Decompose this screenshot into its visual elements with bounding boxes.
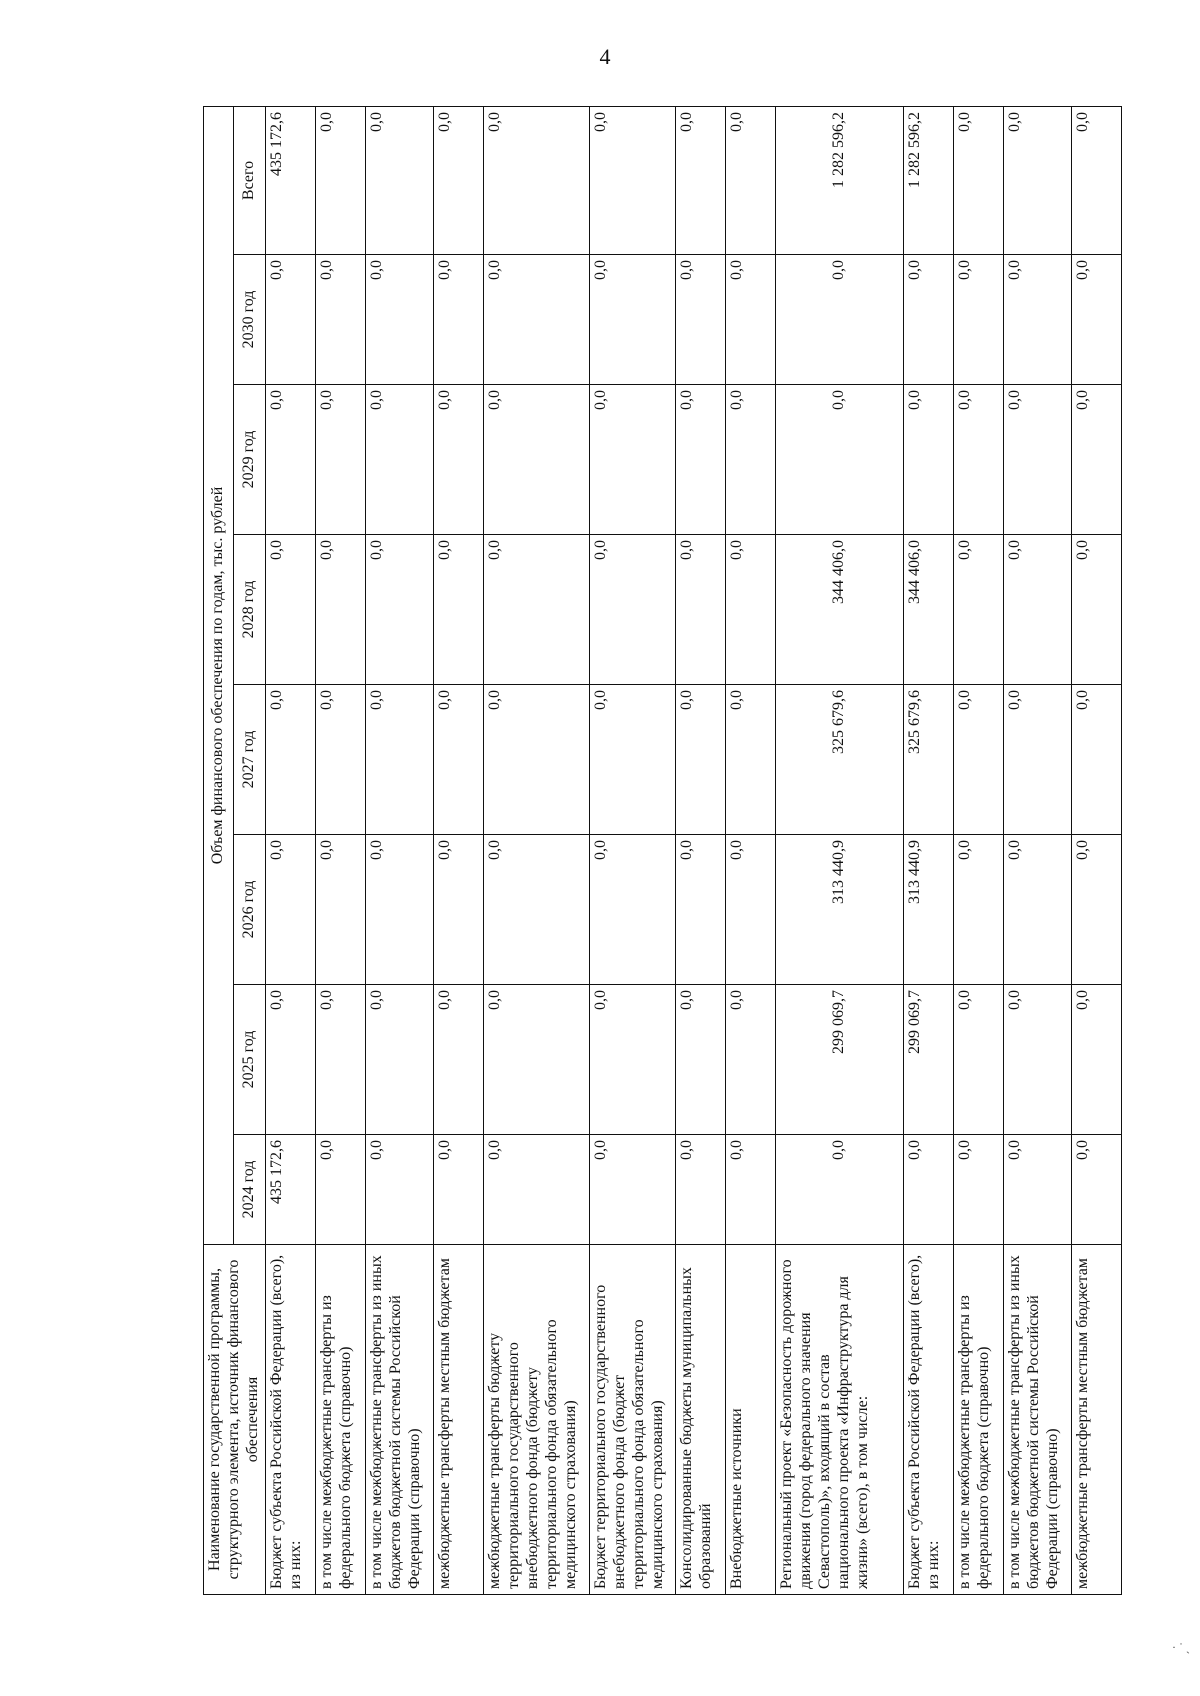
row-name-cell: Бюджет субъекта Российской Федерации (всего), из них: [904, 1245, 954, 1595]
value-cell: 0,0 [954, 385, 1004, 535]
name-column-header: Наименование государственной программы, структурного элемента, источник финансового обеспечения [204, 1245, 266, 1595]
value-cell: 299 069,7 [904, 985, 954, 1135]
value-cell: 0,0 [726, 985, 776, 1135]
row-name-cell: в том числе межбюджетные трансферты из иных бюджетов бюджетной системы Российской Федерации (справочно) [1004, 1245, 1072, 1595]
value-cell: 0,0 [676, 985, 726, 1135]
value-cell: 1 282 596,2 [776, 106, 904, 254]
value-cell: 0,0 [434, 835, 484, 985]
value-cell: 0,0 [266, 685, 316, 835]
value-cell: 0,0 [590, 106, 676, 254]
value-cell: 0,0 [1004, 985, 1072, 1135]
value-cell: 0,0 [904, 385, 954, 535]
row-name-cell: Бюджет территориального государственного внебюджетного фонда (бюджет территориального фонда обязательного медицинского страхования) [590, 1245, 676, 1595]
value-cell: 0,0 [676, 535, 726, 685]
value-cell: 313 440,9 [776, 835, 904, 985]
value-cell: 0,0 [484, 1135, 590, 1245]
row-name-cell: межбюджетные трансферты местным бюджетам [434, 1245, 484, 1595]
row-name-cell: Внебюджетные источники [726, 1245, 776, 1595]
value-cell: 0,0 [484, 835, 590, 985]
value-cell: 0,0 [266, 385, 316, 535]
scan-artifact-icon: · ˙ ˎ [1172, 1640, 1190, 1654]
row-name-cell: Консолидированные бюджеты муниципальных образований [676, 1245, 726, 1595]
value-cell: 0,0 [1072, 985, 1122, 1135]
value-cell: 0,0 [590, 835, 676, 985]
value-cell: 0,0 [1072, 106, 1122, 254]
value-cell: 0,0 [954, 255, 1004, 385]
value-cell: 0,0 [590, 1135, 676, 1245]
value-cell: 0,0 [366, 535, 434, 685]
value-cell: 325 679,6 [904, 685, 954, 835]
value-cell: 0,0 [726, 835, 776, 985]
table-row [676, 106, 726, 1594]
value-cell: 0,0 [776, 385, 904, 535]
value-cell: 0,0 [1004, 385, 1072, 535]
table-header [204, 106, 266, 1594]
value-cell: 0,0 [676, 255, 726, 385]
value-cell: 0,0 [590, 985, 676, 1135]
value-cell: 0,0 [434, 255, 484, 385]
value-cell: 0,0 [484, 535, 590, 685]
year-column-header: Всего [234, 106, 266, 254]
value-cell: 0,0 [676, 685, 726, 835]
value-cell: 0,0 [366, 985, 434, 1135]
value-cell: 0,0 [366, 255, 434, 385]
value-cell: 0,0 [366, 106, 434, 254]
value-cell: 0,0 [1072, 685, 1122, 835]
value-cell: 435 172,6 [266, 106, 316, 254]
value-cell: 435 172,6 [266, 1135, 316, 1245]
value-cell: 0,0 [954, 535, 1004, 685]
value-cell: 0,0 [316, 685, 366, 835]
table-row [434, 106, 484, 1594]
value-cell: 0,0 [316, 106, 366, 254]
financing-group-header: Объем финансового обеспечения по годам, тыс. рублей [204, 106, 234, 1244]
value-cell: 0,0 [1004, 685, 1072, 835]
value-cell: 0,0 [266, 535, 316, 685]
value-cell: 0,0 [434, 535, 484, 685]
value-cell: 344 406,0 [904, 535, 954, 685]
value-cell: 0,0 [776, 1135, 904, 1245]
value-cell: 0,0 [726, 1135, 776, 1245]
value-cell: 0,0 [726, 535, 776, 685]
value-cell: 325 679,6 [776, 685, 904, 835]
value-cell: 0,0 [1004, 255, 1072, 385]
table-row [484, 106, 590, 1594]
year-column-header: 2028 год [234, 535, 266, 685]
value-cell: 0,0 [266, 985, 316, 1135]
value-cell: 0,0 [726, 106, 776, 254]
value-cell: 0,0 [484, 255, 590, 385]
value-cell: 313 440,9 [904, 835, 954, 985]
value-cell: 0,0 [904, 255, 954, 385]
value-cell: 0,0 [366, 835, 434, 985]
value-cell: 0,0 [266, 835, 316, 985]
value-cell: 0,0 [776, 255, 904, 385]
table-row [776, 106, 904, 1594]
table-row [1072, 106, 1122, 1594]
value-cell: 0,0 [366, 685, 434, 835]
value-cell: 0,0 [590, 385, 676, 535]
table-row [316, 106, 366, 1594]
value-cell: 344 406,0 [776, 535, 904, 685]
value-cell: 0,0 [676, 106, 726, 254]
row-name-cell: межбюджетные трансферты местным бюджетам [1072, 1245, 1122, 1595]
value-cell: 0,0 [434, 106, 484, 254]
value-cell: 0,0 [316, 385, 366, 535]
value-cell: 0,0 [366, 385, 434, 535]
value-cell: 0,0 [904, 1135, 954, 1245]
value-cell: 0,0 [434, 685, 484, 835]
value-cell: 0,0 [484, 106, 590, 254]
row-name-cell: межбюджетные трансферты бюджету территориального государственного внебюджетного фонда (бюджету территориального фонда обязательного медицинского страхования) [484, 1245, 590, 1595]
row-name-cell: в том числе межбюджетные трансферты из иных бюджетов бюджетной системы Российской Федерации (справочно) [366, 1245, 434, 1595]
value-cell: 0,0 [484, 685, 590, 835]
value-cell: 299 069,7 [776, 985, 904, 1135]
value-cell: 0,0 [590, 685, 676, 835]
value-cell: 0,0 [954, 985, 1004, 1135]
value-cell: 0,0 [434, 385, 484, 535]
value-cell: 0,0 [954, 835, 1004, 985]
page-number: 4 [599, 44, 611, 69]
table-row [726, 106, 776, 1594]
year-column-header: 2029 год [234, 385, 266, 535]
table-row [590, 106, 676, 1594]
value-cell: 0,0 [316, 535, 366, 685]
year-column-header: 2025 год [234, 985, 266, 1135]
year-column-header: 2026 год [234, 835, 266, 985]
value-cell: 0,0 [590, 535, 676, 685]
table-row [1004, 106, 1072, 1594]
value-cell: 0,0 [590, 255, 676, 385]
table-row [954, 106, 1004, 1594]
row-name-cell: Бюджет субъекта Российской Федерации (всего), из них: [266, 1245, 316, 1595]
value-cell: 0,0 [1072, 535, 1122, 685]
value-cell: 0,0 [1072, 255, 1122, 385]
value-cell: 0,0 [1072, 835, 1122, 985]
value-cell: 0,0 [434, 985, 484, 1135]
value-cell: 0,0 [1004, 835, 1072, 985]
table-row [266, 106, 316, 1594]
value-cell: 0,0 [676, 385, 726, 535]
value-cell: 0,0 [316, 835, 366, 985]
row-name-cell: Региональный проект «Безопасность дорожного движения (город федерального значения Севастополь)», входящий в состав национального проекта «Инфраструктура для жизни» (всего), в том числе: [776, 1245, 904, 1595]
year-column-header: 2024 год [234, 1135, 266, 1245]
value-cell: 0,0 [954, 106, 1004, 254]
value-cell: 0,0 [434, 1135, 484, 1245]
value-cell: 0,0 [1072, 385, 1122, 535]
value-cell: 0,0 [954, 1135, 1004, 1245]
table-body [266, 106, 1122, 1594]
year-column-header: 2027 год [234, 685, 266, 835]
value-cell: 0,0 [1004, 1135, 1072, 1245]
value-cell: 0,0 [484, 985, 590, 1135]
value-cell: 0,0 [316, 255, 366, 385]
value-cell: 0,0 [366, 1135, 434, 1245]
value-cell: 0,0 [726, 685, 776, 835]
value-cell: 0,0 [954, 685, 1004, 835]
value-cell: 0,0 [676, 835, 726, 985]
financing-table [203, 106, 1122, 1595]
value-cell: 0,0 [266, 255, 316, 385]
value-cell: 1 282 596,2 [904, 106, 954, 254]
table-row [366, 106, 434, 1594]
row-name-cell: в том числе межбюджетные трансферты из федерального бюджета (справочно) [954, 1245, 1004, 1595]
value-cell: 0,0 [484, 385, 590, 535]
value-cell: 0,0 [1004, 535, 1072, 685]
table-row [904, 106, 954, 1594]
value-cell: 0,0 [1004, 106, 1072, 254]
value-cell: 0,0 [316, 985, 366, 1135]
row-name-cell: в том числе межбюджетные трансферты из федерального бюджета (справочно) [316, 1245, 366, 1595]
rotated-table-container [203, 107, 1106, 1595]
value-cell: 0,0 [316, 1135, 366, 1245]
value-cell: 0,0 [726, 385, 776, 535]
year-column-header: 2030 год [234, 255, 266, 385]
value-cell: 0,0 [1072, 1135, 1122, 1245]
value-cell: 0,0 [726, 255, 776, 385]
value-cell: 0,0 [676, 1135, 726, 1245]
